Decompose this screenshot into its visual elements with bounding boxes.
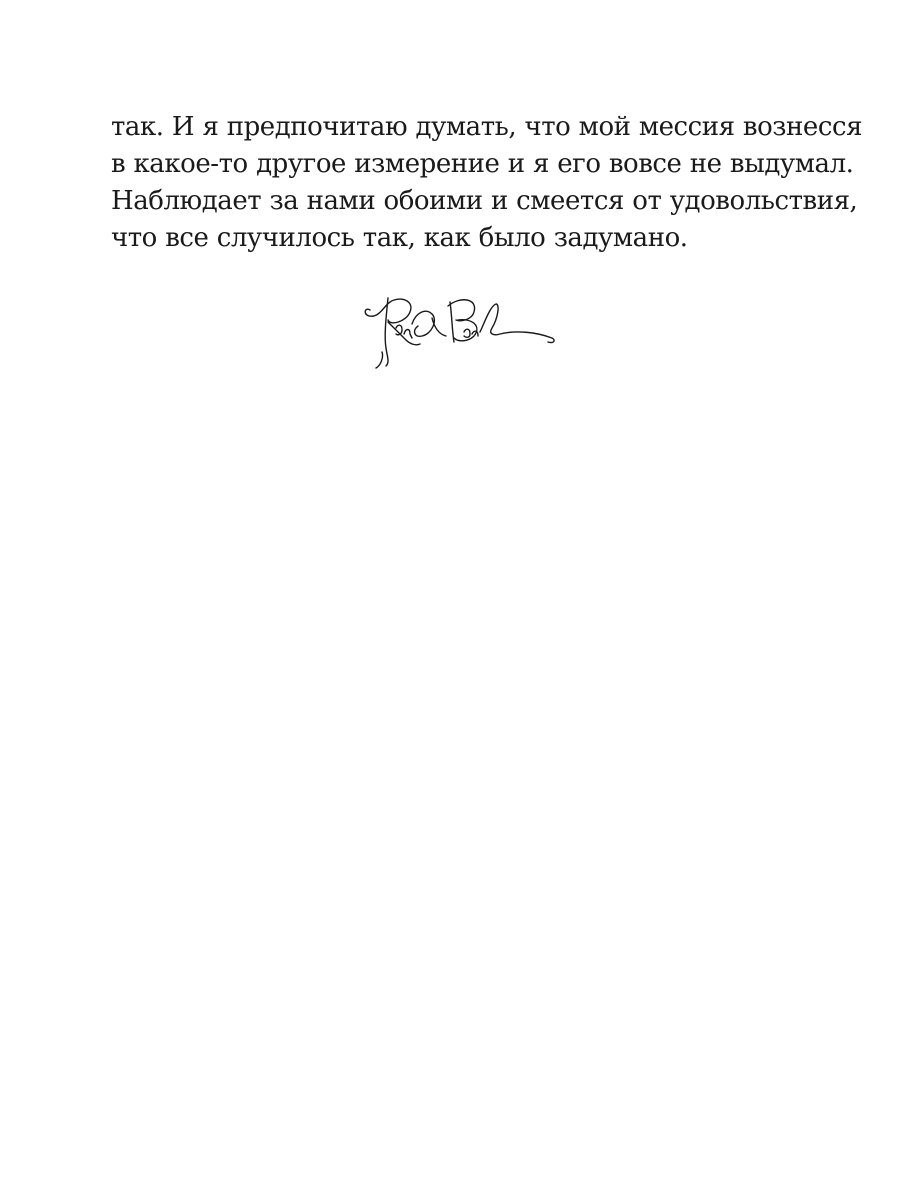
body-text: [111, 109, 863, 257]
text-line-2: в какое-то другое измерение и я его вовсе не выдумал.: [111, 149, 854, 179]
text-line-1: так. И я предпочитаю думать, что мой мессия вознесся: [111, 112, 863, 142]
text-line-3: Наблюдает за нами обоими и смеется от удовольствия,: [111, 186, 858, 216]
handwritten-signature-icon: [360, 288, 560, 370]
text-line-4: что все случилось так, как было задумано.: [111, 223, 688, 253]
